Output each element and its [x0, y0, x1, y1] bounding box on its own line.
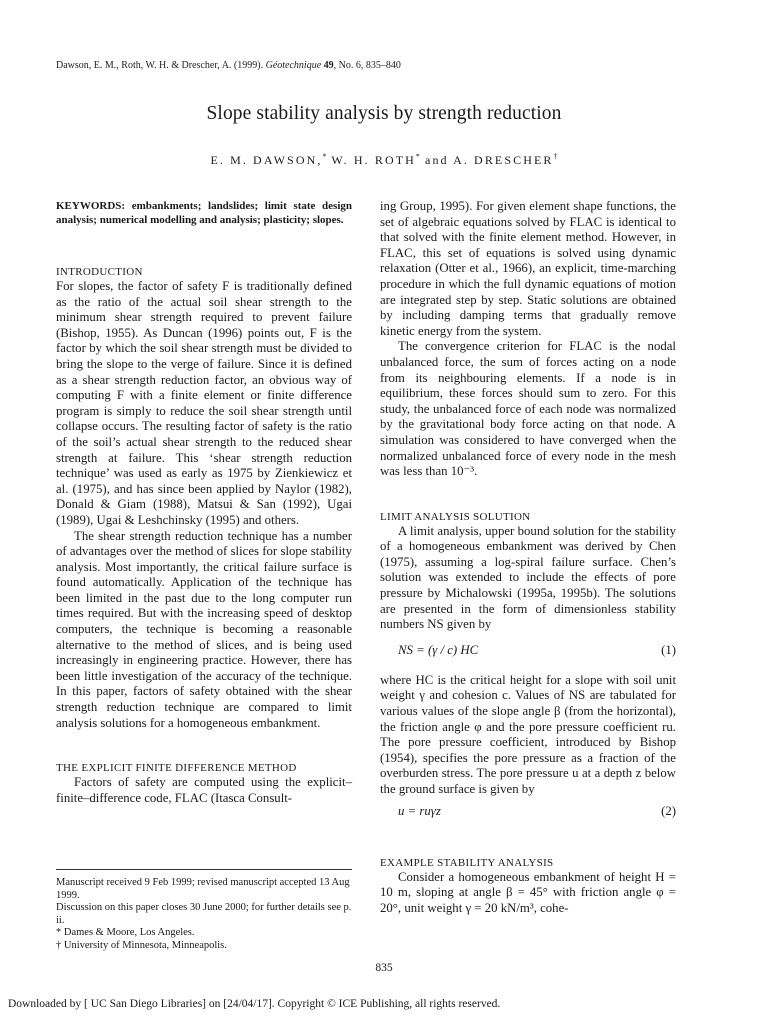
equation-2	[380, 804, 676, 828]
paper-title: Slope stability analysis by strength reduction	[206, 103, 562, 124]
journal-issue-pages: , No. 6, 835–840	[333, 60, 401, 71]
footnote-affiliation-dames: * Dames & Moore, Los Angeles.	[56, 927, 195, 938]
journal-volume: 49	[323, 60, 334, 71]
page-number: 835	[375, 962, 393, 974]
limit-analysis-paragraph-2: where HC is the critical height for a slope with soil unit weight γ and cohesion c. Values of NS are tabulated for various values of the slope angle β (from the horizontal), the friction angle φ and the pore pressure coefficient ru. The pore pressure coefficient, introduced by Bishop (1954), specifies the pore pressure as a fraction of the overburden stress. The pore pressure u at a depth z below the ground surface is given by	[380, 672, 676, 796]
equation-1-number: (1)	[661, 642, 676, 657]
author-roth: W. H. ROTH	[331, 153, 416, 167]
left-column	[56, 199, 352, 806]
intro-paragraph-1: For slopes, the factor of safety F is traditionally defined as the ratio of the actual soil shear strength to the minimum shear strength required to prevent failure (Bishop, 1955). As Duncan (1996) points out, F is the factor by which the soil shear strength must be divided to bring the slope to the verge of failure. Since it is defined as a shear strength reduction factor, an obvious way of computing F with a finite element or finite difference program is simply to reduce the soil shear strength until collapse occurs. The resulting factor of safety is the ratio of the soil’s actual shear strength to the reduced shear strength at failure. This ‘shear strength reduction technique’ was used as early as 1975 by Zienkiewicz et al. (1975), and has since been applied by Naylor (1982), Donald & Giam (1988), Matsui & San (1992), Ugai (1989), Ugai & Leshchinsky (1995) and others.	[56, 279, 352, 527]
section-heading-finite-difference: THE EXPLICIT FINITE DIFFERENCE METHOD	[56, 762, 297, 775]
footnotes	[56, 877, 352, 952]
download-notice: Downloaded by [ UC San Diego Libraries] on [24/04/17]. Copyright © ICE Publishing, all rights reserved.	[8, 998, 501, 1010]
journal-name: Géotechnique	[265, 60, 322, 71]
section-heading-example: EXAMPLE STABILITY ANALYSIS	[380, 856, 554, 869]
affiliation-mark: *	[415, 152, 420, 161]
finite-difference-paragraph-1: Factors of safety are computed using the explicit–finite–difference code, FLAC (Itasca Consult-	[56, 775, 352, 805]
equation-1	[380, 643, 676, 673]
author-line	[0, 152, 768, 168]
equation-2-expression: u = ruγz	[398, 803, 441, 818]
finite-difference-paragraph-2: The convergence criterion for FLAC is the nodal unbalanced force, the sum of forces acting on a node from its neighbouring elements. If a node is in equilibrium, these forces should sum to zero. For this study, the unbalanced force of each node was normalized by the gravitational body force acting on that node. A simulation was considered to have converged when the normalized unbalanced force of every node in the mesh was less than 10⁻³.	[380, 339, 676, 479]
citation-authors: Dawson, E. M., Roth, W. H. & Drescher, A. (1999).	[56, 60, 264, 71]
footnote-discussion: Discussion on this paper closes 30 June 2000; for further details see p. ii.	[56, 902, 352, 926]
limit-analysis-paragraph-1: A limit analysis, upper bound solution for the stability of a homogeneous embankment was derived by Chen (1975), assuming a log-spiral failure surface. Chen’s solution was extended to include the effects of pore pressure by Michalowski (1995a, 1995b). The solutions are presented in the form of dimensionless stability numbers NS given by	[380, 523, 676, 632]
citation-line	[56, 60, 716, 71]
author-drescher: and A. DRESCHER	[425, 153, 554, 167]
footnote-divider	[56, 869, 352, 870]
intro-paragraph-2: The shear strength reduction technique has a number of advantages over the method of slices for slope stability analysis. Most importantly, the critical failure surface is found automatically. Application of the technique has been limited in the past due to the long computer run times required. But with the increasing speed of desktop computers, the technique is becoming a reasonable alternative to the method of slices, and is being used increasingly in engineering practice. However, there has been little investigation of the accuracy of the technique. In this paper, factors of safety obtained with the shear strength reduction technique are compared to limit analysis solutions for a homogeneous embankment.	[56, 528, 352, 730]
affiliation-mark: †	[553, 152, 558, 161]
author-dawson: E. M. DAWSON,	[210, 153, 323, 167]
equation-1-expression: NS = (γ / c) HC	[398, 642, 479, 657]
finite-difference-paragraph-1-continued: ing Group, 1995). For given element shape functions, the set of algebraic equations solved by FLAC is identical to that solved with the finite element method. However, in FLAC, this set of equations is solved using dynamic relaxation (Otter et al., 1966), an explicit, time-marching procedure in which the full dynamic equations of motion are integrated step by step. Static solutions are obtained by including damping terms that gradually remove kinetic energy from the system.	[380, 199, 676, 338]
keywords: KEYWORDS: embankments; landslides; limit state design analysis; numerical modelling and analysis; plasticity; slopes.	[56, 200, 352, 226]
footnote-affiliation-minnesota: † University of Minnesota, Minneapolis.	[56, 939, 227, 951]
section-heading-limit-analysis: LIMIT ANALYSIS SOLUTION	[380, 510, 531, 523]
footnote-received: Manuscript received 9 Feb 1999; revised manuscript accepted 13 Aug 1999.	[56, 877, 350, 901]
right-column	[380, 199, 676, 916]
section-heading-introduction: INTRODUCTION	[56, 266, 143, 278]
affiliation-mark: *	[322, 152, 327, 161]
example-paragraph-1: Consider a homogeneous embankment of height H = 10 m, sloping at angle β = 45° with friction angle φ = 20°, unit weight γ = 20 kN/m³, cohe-	[380, 869, 676, 915]
equation-2-number: (2)	[661, 803, 676, 818]
